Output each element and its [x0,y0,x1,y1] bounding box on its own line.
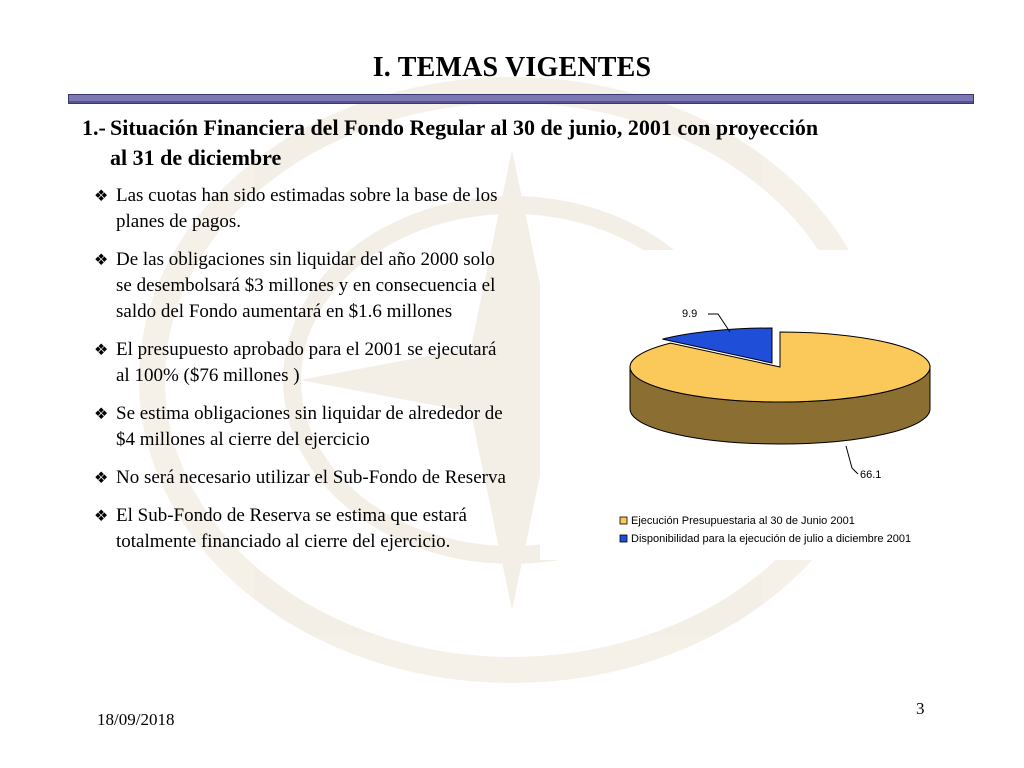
section-heading-line1: Situación Financiera del Fondo Regular al 30 de junio, 2001 con proyección [110,115,819,140]
bullet-item [94,337,514,389]
legend-swatch [620,517,627,524]
bullet-item [94,465,514,491]
bullet-text: El Sub-Fondo de Reserva se estima que estará totalmente financiado al cierre del ejercicio. [116,505,467,552]
diamond-bullet-icon: ❖ [94,188,109,205]
diamond-bullet-icon: ❖ [94,342,109,359]
section-number: 1.- [82,115,106,140]
section-heading-line2: al 31 de diciembre [110,145,282,170]
legend-label: Ejecución Presupuestaria al 30 de Junio 2001 [631,515,855,527]
legend-swatch [620,535,627,542]
bullet-item [94,401,514,453]
legend-label: Disponibilidad para la ejecución de julio a diciembre 2001 [631,533,912,545]
diamond-bullet-icon: ❖ [94,470,109,487]
bullet-item [94,183,514,235]
pie-chart [540,250,970,560]
title-divider [68,94,974,104]
bullet-text: Se estima obligaciones sin liquidar de alrededor de $4 millones al cierre del ejercicio [116,403,503,450]
section-heading [82,113,962,173]
bullet-list [94,183,514,567]
bullet-text: De las obligaciones sin liquidar del año 2000 solo se desembolsará $3 millones y en consecuencia el saldo del Fondo aumentará en $1.6 millones [116,249,496,322]
slide-title: I. TEMAS VIGENTES [372,52,652,83]
footer-date: 18/09/2018 [97,710,175,729]
data-label: 9.9 [682,308,698,320]
page-number: 3 [916,699,925,718]
diamond-bullet-icon: ❖ [94,508,109,525]
bullet-text: Las cuotas han sido estimadas sobre la base de los planes de pagos. [116,185,498,232]
diamond-bullet-icon: ❖ [94,406,109,423]
bullet-text: No será necesario utilizar el Sub-Fondo de Reserva [116,467,506,488]
diamond-bullet-icon: ❖ [94,252,109,269]
bullet-text: El presupuesto aprobado para el 2001 se ejecutará al 100% ($76 millones ) [116,339,497,386]
data-label: 66.1 [860,469,882,481]
bullet-item [94,247,514,325]
bullet-item [94,503,514,555]
